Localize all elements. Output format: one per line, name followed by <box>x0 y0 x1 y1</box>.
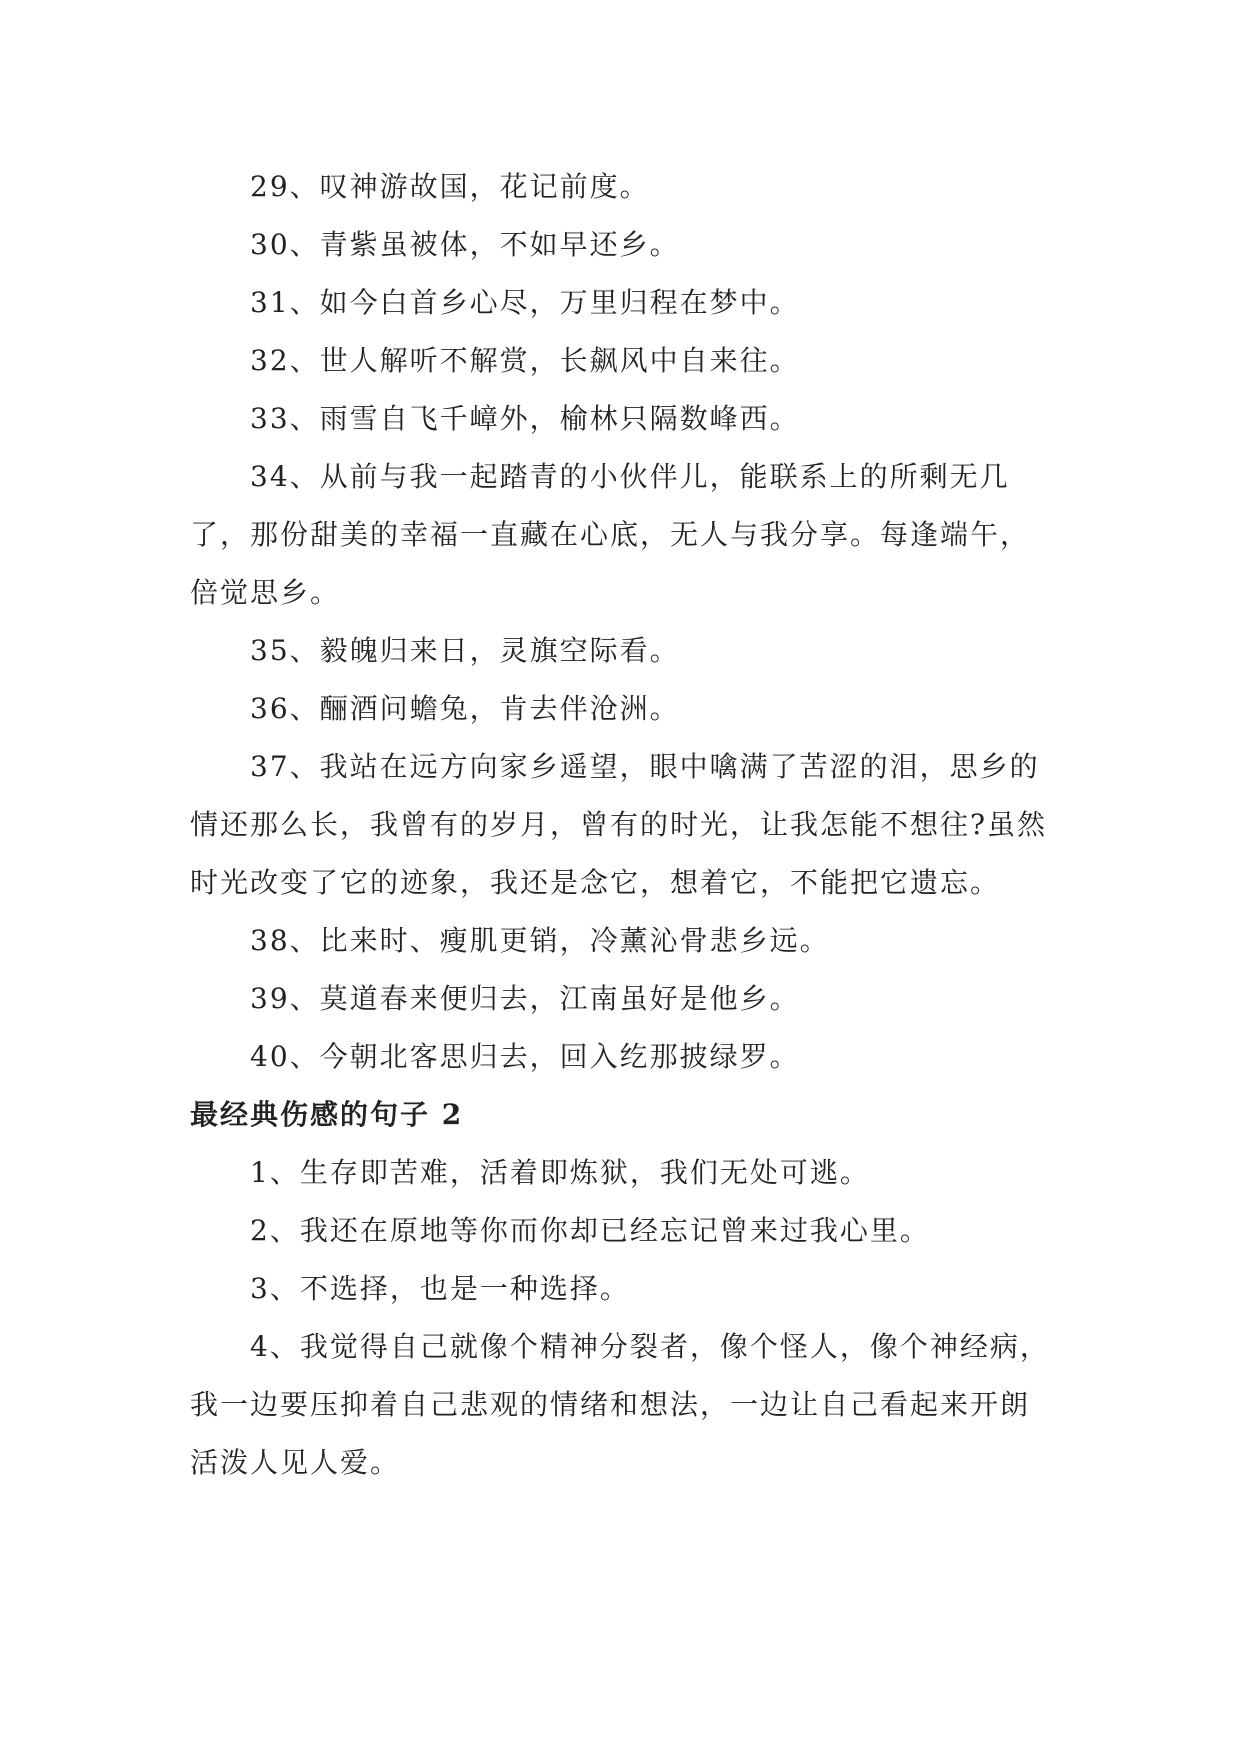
document-page <box>190 158 1055 1492</box>
quote-item: 38、比来时、瘦肌更销，冷薰沁骨悲乡远。 <box>250 924 830 957</box>
quote-item: 32、世人解听不解赏，长飙风中自来往。 <box>250 344 800 377</box>
quote-item: 36、酾酒问蟾兔，肯去伴沧洲。 <box>250 692 680 725</box>
quote-item: 39、莫道春来便归去，江南虽好是他乡。 <box>250 982 800 1015</box>
quote-item: 30、青紫虽被体，不如早还乡。 <box>250 228 680 261</box>
quote-item: 31、如今白首乡心尽，万里归程在梦中。 <box>250 286 800 319</box>
quote-item: 33、雨雪自飞千嶂外，榆林只隔数峰西。 <box>250 402 800 435</box>
quote-item: 2、我还在原地等你而你却已经忘记曾来过我心里。 <box>250 1214 930 1247</box>
quote-list-1 <box>190 158 1055 1086</box>
quote-item: 29、叹神游故国，花记前度。 <box>250 170 650 203</box>
quote-list-2 <box>190 1086 1055 1492</box>
quote-item: 35、毅魄归来日，灵旗空际看。 <box>250 634 680 667</box>
quote-item: 1、生存即苦难，活着即炼狱，我们无处可逃。 <box>250 1156 870 1189</box>
quote-item: 34、从前与我一起踏青的小伙伴儿，能联系上的所剩无几了，那份甜美的幸福一直藏在心底，无人与我分享。每逢端午，倍觉思乡。 <box>190 460 1031 609</box>
quote-item: 3、不选择，也是一种选择。 <box>250 1272 630 1305</box>
quote-item: 4、我觉得自己就像个精神分裂者，像个怪人，像个神经病，我一边要压抑着自己悲观的情绪和想法，一边让自己看起来开朗活泼人见人爱。 <box>190 1330 1050 1479</box>
quote-item: 40、今朝北客思归去，回入纥那披绿罗。 <box>250 1040 800 1073</box>
quote-item: 37、我站在远方向家乡遥望，眼中噙满了苦涩的泪，思乡的情还那么长，我曾有的岁月，曾有的时光，让我怎能不想往?虽然时光改变了它的迹象，我还是念它，想着它，不能把它遗忘。 <box>190 750 1048 899</box>
section-heading: 最经典伤感的句子 2 <box>190 1098 464 1131</box>
